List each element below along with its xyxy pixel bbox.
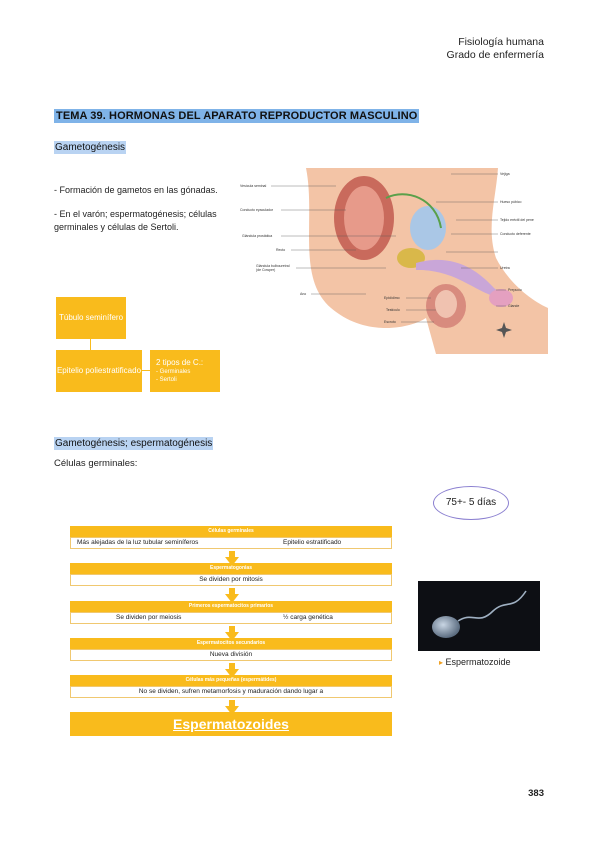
label-prepuce: Prepucio bbox=[508, 288, 522, 292]
flow-row-left: Se dividen por meiosis bbox=[116, 614, 182, 621]
box-text: Epitelio poliestratificado bbox=[56, 366, 142, 375]
flow-row-left: Más alejadas de la luz tubular seminíferos bbox=[77, 539, 199, 546]
diagram-box-seminiferous-tubule bbox=[56, 297, 126, 339]
box-text: Túbulo seminífero bbox=[58, 313, 124, 322]
label-bladder: Vejiga bbox=[500, 172, 510, 176]
flow-row-secondary-spermatocytes: Nueva división bbox=[70, 649, 392, 661]
box-item-germinal: - Germinales bbox=[156, 369, 191, 375]
label-urethra: Uretra bbox=[500, 266, 510, 270]
diagram-box-epithelium bbox=[56, 350, 142, 392]
sperm-tail bbox=[458, 591, 526, 621]
bullet-gamete-formation: - Formación de gametos en las gónadas. bbox=[54, 185, 218, 195]
section-heading-gametogenesis bbox=[54, 137, 126, 155]
flow-bar-primary-spermatocytes: Primeros espermatocitos primarios bbox=[70, 601, 392, 612]
flow-bar-secondary-spermatocytes: Espermatocitos secundarios bbox=[70, 638, 392, 649]
section-heading-text: Gametogénesis bbox=[55, 142, 126, 153]
flow-row-spermatids: No se dividen, sufren metamorfosis y maduración dando lugar a bbox=[70, 686, 392, 698]
label-testis: Testículo bbox=[386, 308, 400, 312]
degree-name: Grado de enfermería bbox=[446, 49, 544, 61]
flow-bar-spermatogonia: Espermatogonias bbox=[70, 563, 392, 574]
flow-row-germ-cells bbox=[70, 537, 392, 549]
sperm-head bbox=[432, 616, 460, 638]
flow-row-primary-spermatocytes bbox=[70, 612, 392, 624]
label-erectile-tissue: Tejido eréctil del pene bbox=[500, 218, 534, 222]
flow-bar-spermatids: Células más pequeñas (espermátides) bbox=[70, 675, 392, 686]
label-ejaculatory-duct: Conducto eyaculador bbox=[240, 208, 274, 212]
caption-bullet-icon: ▸ bbox=[439, 658, 444, 667]
flow-row-right: Epitelio estratificado bbox=[283, 539, 342, 546]
label-rectum: Recto bbox=[276, 248, 286, 252]
label-scrotum: Escroto bbox=[384, 320, 396, 324]
flow-row-right: ½ carga genética bbox=[283, 614, 333, 621]
flow-row-spermatogonia: Se dividen por mitosis bbox=[70, 574, 392, 586]
spermatozoon-svg bbox=[418, 581, 540, 651]
course-name: Fisiología humana bbox=[458, 36, 544, 48]
page-title: TEMA 39. HORMONAS DEL APARATO REPRODUCTOR MASCULINO bbox=[56, 110, 418, 122]
label-epididymis: Epidídimo bbox=[384, 296, 400, 300]
box-title: 2 tipos de C.: bbox=[156, 358, 204, 367]
testis-shape bbox=[435, 290, 457, 318]
bullet-spermatogenesis: - En el varón; espermatogénesis; células germinales y células de Sertoli. bbox=[54, 209, 217, 232]
label-vas-deferens: Conducto deferente bbox=[500, 232, 531, 236]
flow-bar-germ-cells: Células germinales bbox=[70, 526, 392, 537]
spermatogenesis-flowchart bbox=[70, 526, 392, 738]
diagram-box-cell-types bbox=[150, 350, 220, 392]
photo-caption bbox=[439, 657, 511, 667]
label-glans: Glande bbox=[508, 304, 520, 308]
germ-cells-subheading: Células germinales: bbox=[54, 458, 138, 469]
label-prostate: Glándula prostática bbox=[242, 234, 273, 238]
rectum-inner bbox=[344, 186, 384, 250]
section-heading-spermatogenesis bbox=[54, 433, 213, 451]
anatomy-svg bbox=[236, 158, 548, 354]
flow-final-spermatozoa: Espermatozoides bbox=[70, 712, 392, 736]
label-pubic-bone: Hueso púbico bbox=[500, 200, 522, 204]
male-reproductive-anatomy-illustration bbox=[236, 158, 548, 354]
diagram-connector bbox=[142, 370, 150, 371]
course-header bbox=[447, 36, 544, 62]
label-seminal-vesicle: Vesícula seminal bbox=[240, 184, 267, 188]
duration-bubble: 75+- 5 días bbox=[433, 486, 509, 520]
box-item-sertoli: - Sertoli bbox=[156, 377, 177, 383]
spermatozoon-photo bbox=[418, 581, 540, 651]
label-bulbourethral: Glándula bulbouretral (de Cowper) bbox=[256, 264, 290, 272]
page-number: 383 bbox=[528, 788, 544, 799]
section-heading-text: Gametogénesis; espermatogénesis bbox=[55, 438, 213, 449]
label-anus: Ano bbox=[300, 292, 307, 296]
caption-text: Espermatozoide bbox=[445, 657, 511, 667]
